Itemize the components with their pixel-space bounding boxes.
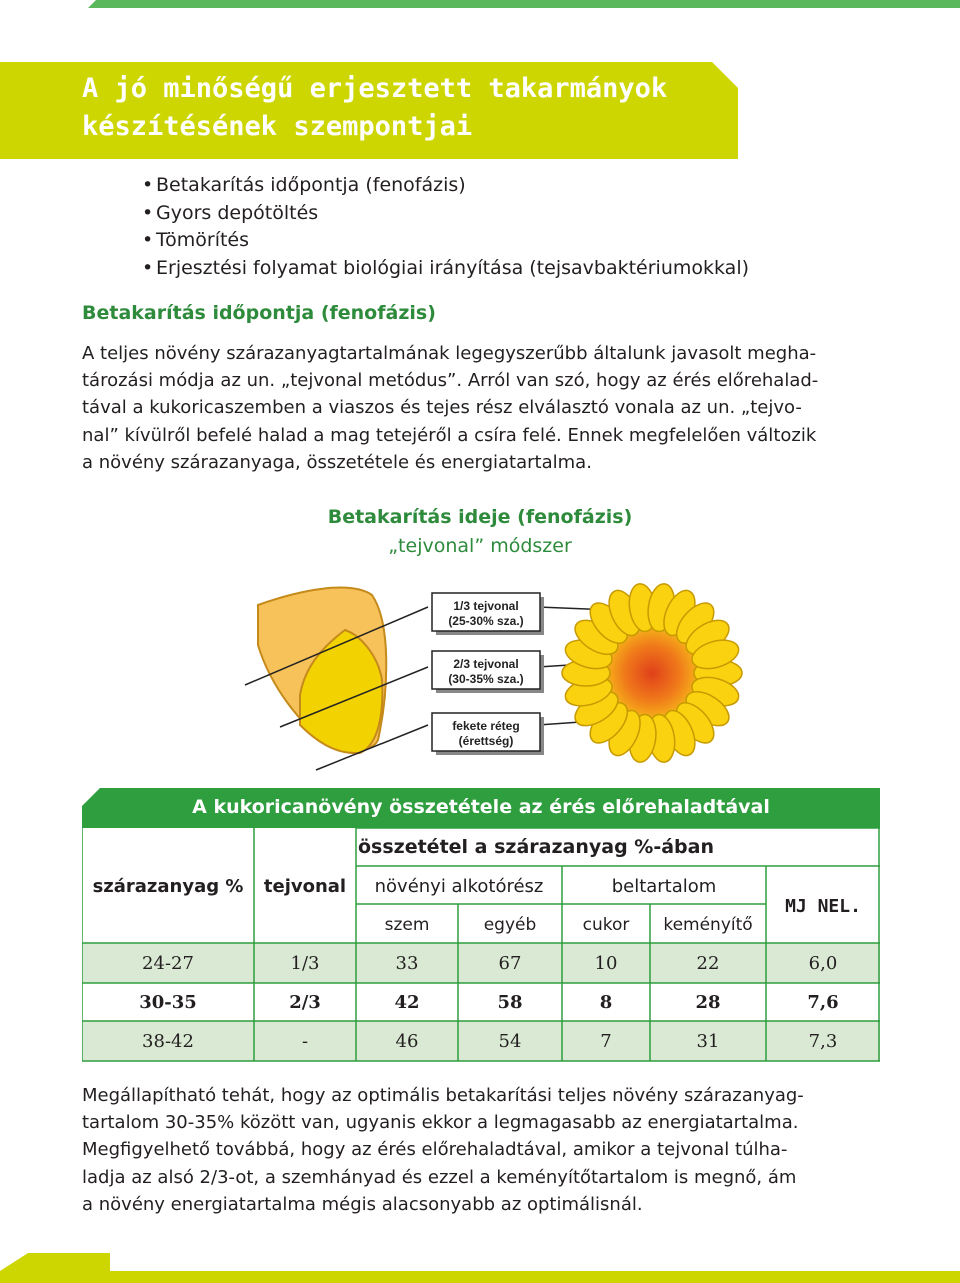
col-header-dm: szárazanyag %: [92, 876, 244, 897]
bullet-item: • Tömörítés: [142, 227, 749, 255]
paragraph-line: nal” kívülről befelé halad a mag tetejéről a csíra felé. Ennek megfelelően változik: [82, 424, 817, 446]
sub-header-starch: keményítő: [663, 915, 753, 935]
table-caption: A kukoricanövény összetétele az érés előrehaladtával: [192, 796, 770, 818]
milkline-diagram: [0, 575, 960, 780]
label-3-line-1: fekete réteg: [452, 719, 520, 733]
table-cell-energy: 6,0: [808, 953, 838, 974]
table-cell-sugar: 8: [599, 992, 613, 1013]
label-box-2: [432, 651, 544, 693]
bullet-item: • Gyors depótöltés: [142, 200, 749, 228]
sub-header-grain: szem: [384, 915, 430, 935]
table-cell-other: 58: [497, 992, 523, 1013]
bullet-item: • Erjesztési folyamat biológiai irányítása (tejsavbaktériumokkal): [142, 255, 749, 283]
label-2-line-2: (30-35% sza.): [448, 672, 524, 686]
paragraph-line: tartalom 30-35% között van, ugyanis ekkor a legmagasabb az energiatartalma.: [82, 1112, 799, 1134]
table-cell-other: 54: [498, 1031, 522, 1052]
table-cell-milk: 1/3: [290, 953, 320, 974]
table-cell-energy: 7,3: [808, 1031, 838, 1052]
paragraph-line: ladja az alsó 2/3-ot, a szemhányad és ezzel a keményítőtartalom is megnő, ám: [82, 1166, 797, 1188]
table-cell-dm: 38-42: [142, 1031, 194, 1052]
page-title-line-2: készítésének szempontjai: [82, 111, 473, 142]
table-cell-dm: 30-35: [139, 992, 197, 1013]
sub-header-other: egyéb: [483, 915, 537, 935]
table-cell-grain: 33: [395, 953, 419, 974]
diagram-title: Betakarítás ideje (fenofázis): [327, 506, 633, 528]
paragraph-line: tározási módja az un. „tejvonal metódus”. Arról van szó, hogy az érés előrehalad-: [82, 370, 819, 392]
page-title: [82, 70, 722, 146]
bottom-border: [0, 1253, 960, 1283]
paragraph-line: a növény energiatartalma mégis alacsonyabb az optimálisnál.: [82, 1193, 643, 1215]
page-title-line-1: A jó minőségű erjesztett takarmányok: [82, 73, 668, 104]
col-header-milkline: tejvonal: [263, 876, 347, 897]
paragraph-2: [82, 1082, 880, 1218]
bullet-item: • Betakarítás időpontja (fenofázis): [142, 172, 749, 200]
col-header-content: beltartalom: [611, 876, 717, 897]
table-cell-grain: 46: [395, 1031, 419, 1052]
label-box-1: [432, 593, 544, 635]
table-cell-starch: 31: [696, 1031, 720, 1052]
paragraph-1: [82, 340, 880, 476]
table-cell-grain: 42: [394, 992, 420, 1013]
paragraph-line: A teljes növény szárazanyagtartalmának legegyszerűbb általunk javasolt megha-: [82, 343, 817, 364]
section-heading: Betakarítás időpontja (fenofázis): [82, 302, 436, 324]
label-1-line-2: (25-30% sza.): [448, 614, 524, 628]
sub-header-sugar: cukor: [582, 915, 630, 935]
table-cell-sugar: 10: [594, 953, 618, 974]
col-header-energy: MJ NEL.: [785, 896, 861, 917]
paragraph-line: Megfigyelhető továbbá, hogy az érés előrehaladtával, amikor a tejvonal túlha-: [82, 1139, 788, 1161]
label-box-3: [432, 713, 544, 755]
table-cell-sugar: 7: [600, 1031, 612, 1052]
table-cell-energy: 7,6: [807, 992, 839, 1013]
paragraph-line: a növény szárazanyaga, összetétele és energiatartalma.: [82, 451, 592, 473]
label-2-line-1: 2/3 tejvonal: [453, 657, 519, 671]
table-cell-milk: -: [301, 1031, 309, 1052]
paragraph-line: tával a kukoricaszemben a viaszos és tejes rész elválasztó vonala az un. „tejvo-: [82, 397, 802, 419]
kernel-illustration: [258, 588, 386, 754]
label-1-line-1: 1/3 tejvonal: [453, 599, 519, 613]
col-header-parts: növényi alkotórész: [374, 876, 544, 897]
table-grid: [82, 828, 880, 1063]
paragraph-line: Megállapítható tehát, hogy az optimális betakarítási teljes növény szárazanyag-: [82, 1085, 804, 1106]
table-cell-other: 67: [498, 953, 522, 974]
table-cell-starch: 22: [696, 953, 720, 974]
top-border: [0, 0, 960, 8]
label-3-line-2: (érettség): [458, 734, 514, 748]
table-cell-starch: 28: [695, 992, 721, 1013]
table-cell-dm: 24-27: [142, 953, 194, 974]
table-group-header: összetétel a szárazanyag %-ában: [357, 836, 715, 858]
diagram-subtitle: „tejvonal” módszer: [388, 535, 572, 557]
table-cell-milk: 2/3: [289, 992, 321, 1013]
bullet-list: [142, 172, 749, 282]
